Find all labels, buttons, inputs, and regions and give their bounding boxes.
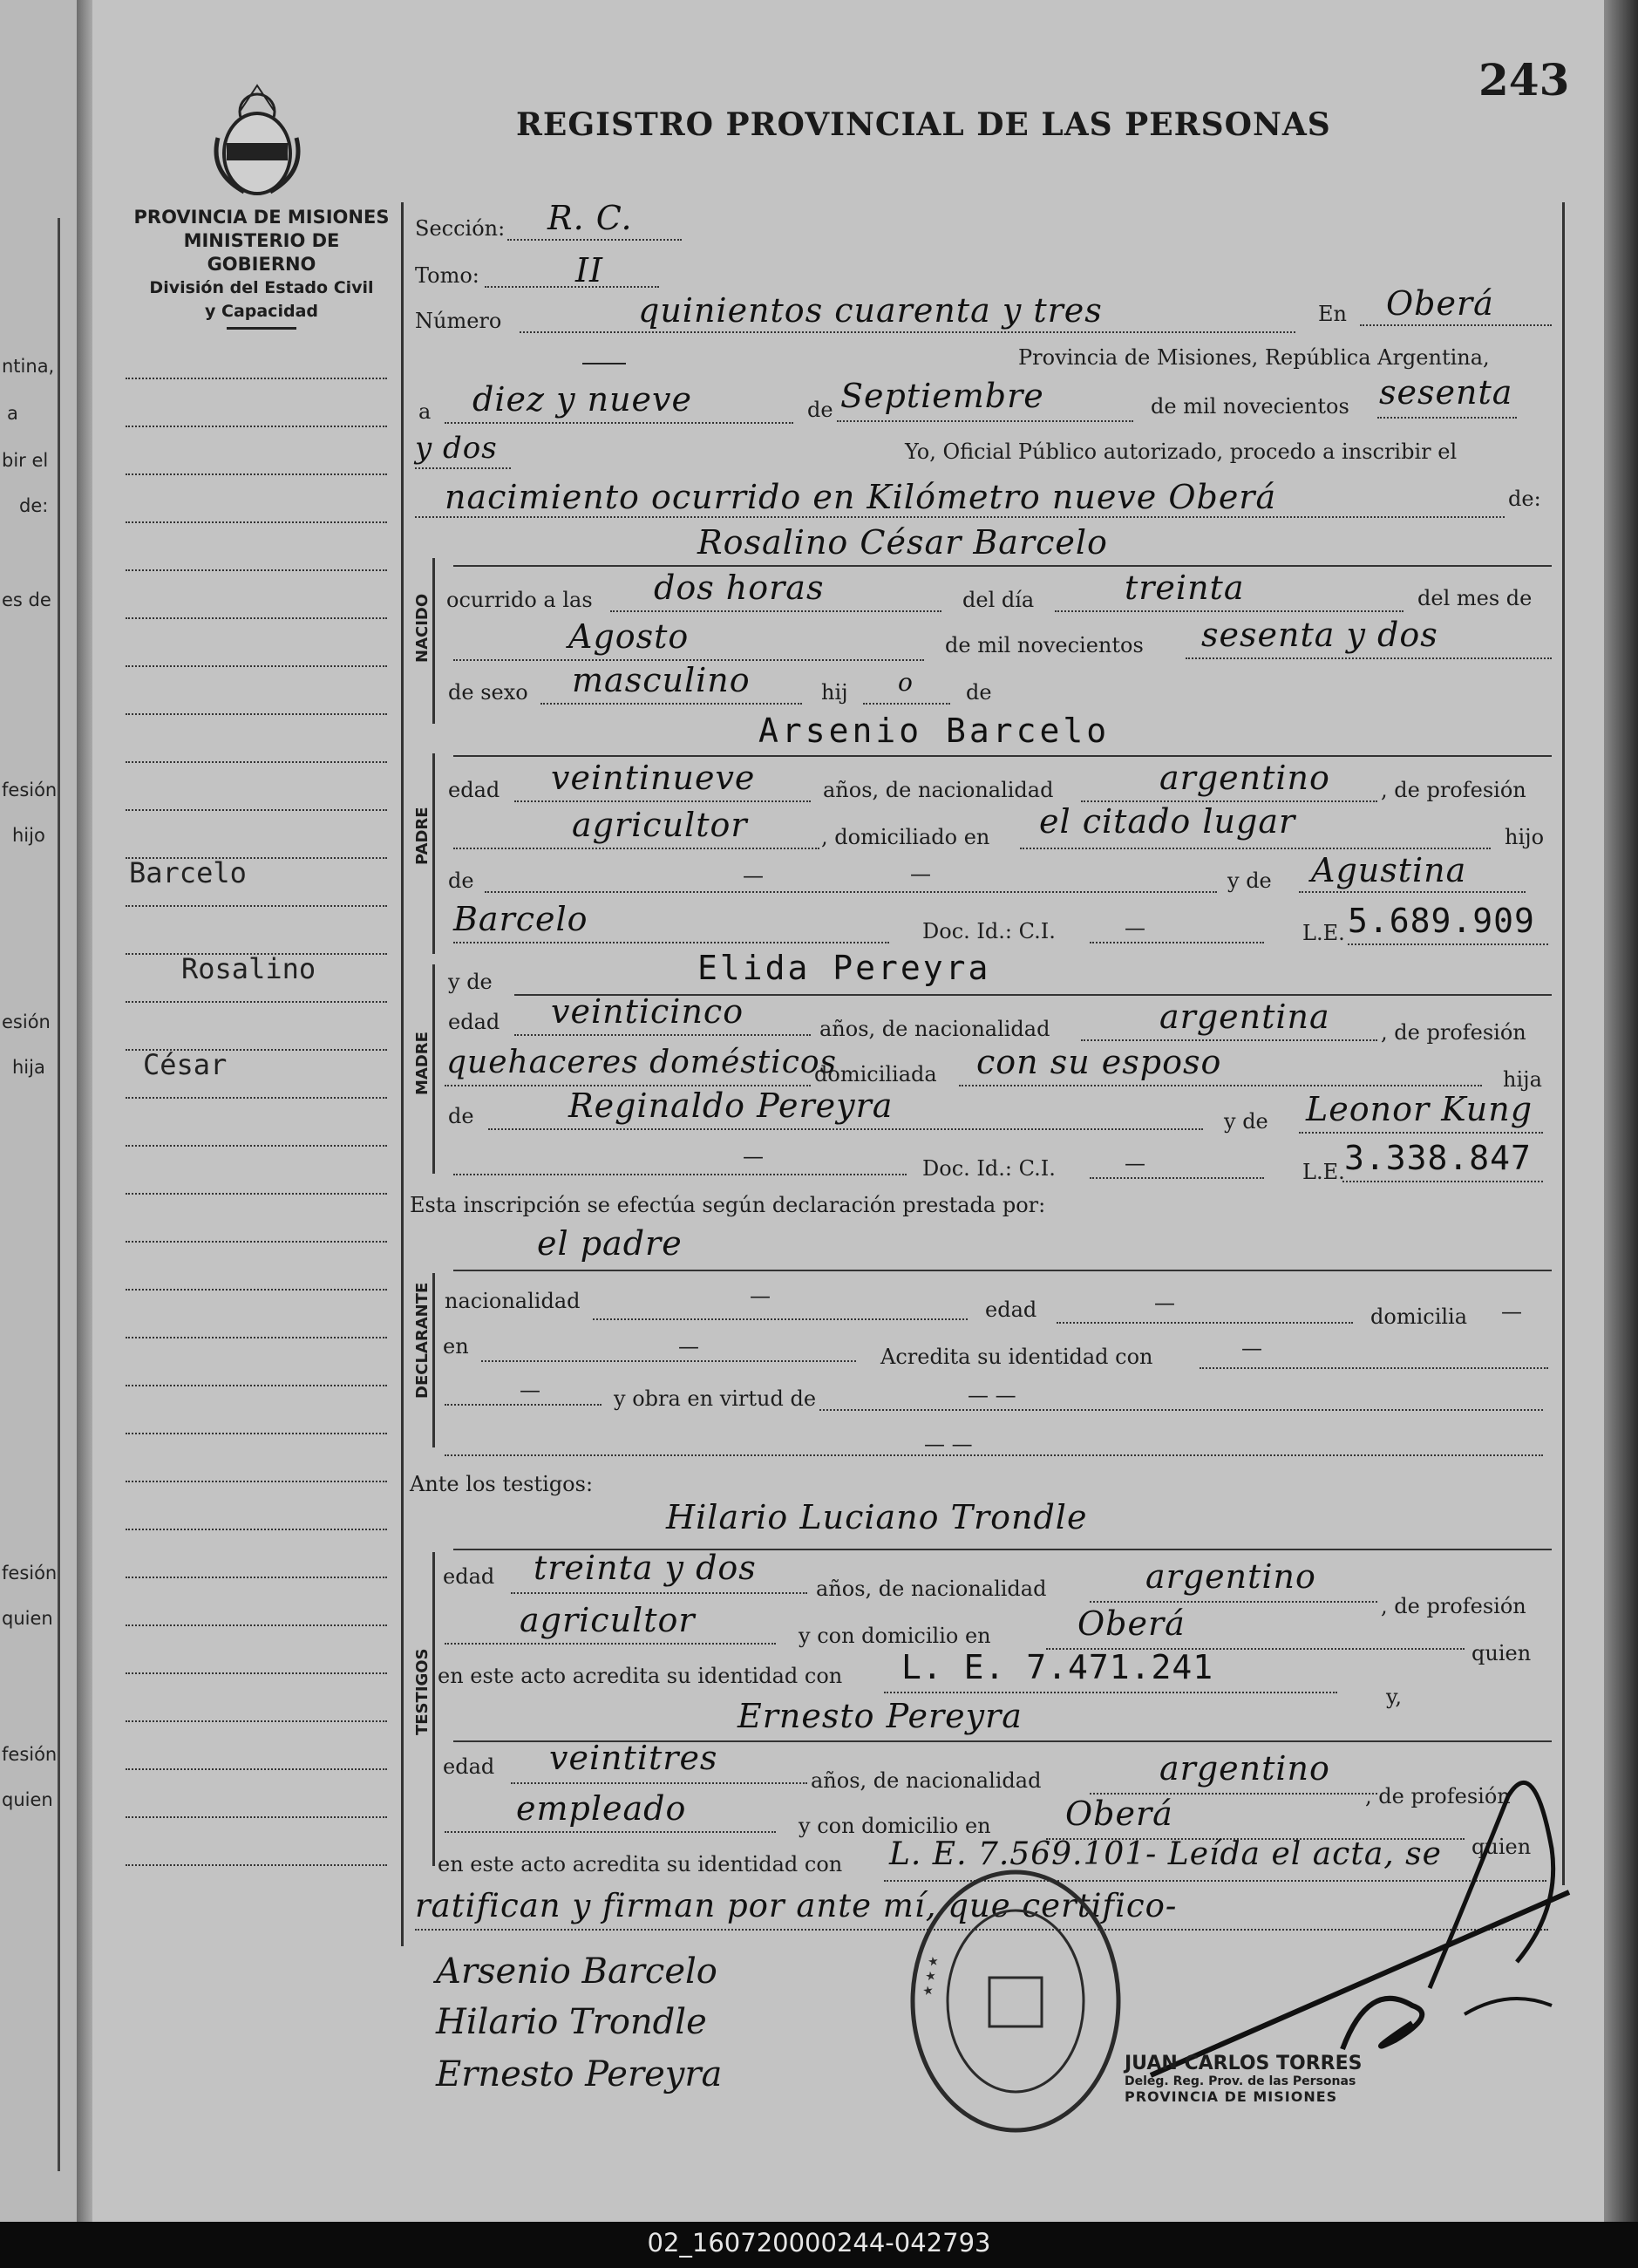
testigo1-acredita: L. E. 7.471.241 [901, 1648, 1214, 1686]
testigo2-profesion: empleado [516, 1789, 687, 1828]
margin-line [126, 809, 387, 811]
hora-value: dos horas [654, 569, 825, 607]
profesion-value: agricultor [572, 806, 748, 844]
nacionalidad-label: años, de nacionalidad [816, 1577, 1047, 1601]
section-rule [432, 1273, 435, 1447]
de-label: de [966, 680, 992, 705]
tomo-label: Tomo: [415, 263, 479, 288]
dia-value: diez y nueve [472, 380, 693, 419]
margin-line [126, 521, 387, 523]
del-mes-label: del mes de [1417, 586, 1533, 610]
section-label-declarante: DECLARANTE [413, 1282, 432, 1399]
field-line [1186, 657, 1552, 659]
field-line [445, 1454, 1543, 1456]
left-fragment: es de [2, 589, 51, 610]
margin-line [126, 1097, 387, 1099]
field-line [1377, 417, 1517, 419]
field-line [1200, 1367, 1548, 1369]
profesion-label: , de profesión [1365, 1784, 1511, 1808]
domicilio-label: y con domicilio en [799, 1624, 991, 1648]
ratifican-text: ratifican y firman por ante mí, que certifico- [415, 1887, 1178, 1924]
field-line [415, 467, 511, 469]
ministry-line: y Capacidad [205, 302, 318, 321]
sexo-label: de sexo [448, 680, 528, 705]
mil-label: de mil novecientos [1151, 394, 1349, 419]
declarante-nombre: el padre [537, 1224, 683, 1263]
field-line [884, 1692, 1337, 1693]
acredita-label: en este acto acredita su identidad con [438, 1852, 843, 1876]
profesion-label: , de profesión [1381, 778, 1526, 802]
testigo2-acredita: L. E. 7.569.101- Leída el acta, se [889, 1836, 1442, 1872]
left-fragment: quien [2, 1789, 53, 1810]
padre-nombre: Arsenio Barcelo [758, 712, 1111, 750]
field-line [415, 516, 1505, 518]
nacionalidad-label: nacionalidad [445, 1289, 581, 1313]
en-value: — [678, 1334, 699, 1359]
margin-line [126, 617, 387, 619]
hija-label: hija [1503, 1067, 1542, 1092]
margin-line [126, 1145, 387, 1147]
profesion-value: quehaceres domésticos [446, 1045, 838, 1080]
edad-label: edad [985, 1297, 1037, 1322]
officer-stamp [1125, 2053, 1421, 2105]
field-line [1360, 324, 1552, 326]
left-fragment: de: [19, 495, 49, 516]
seccion-value: R. C. [547, 199, 633, 237]
madre-de-apellido: Barcelo [453, 900, 588, 938]
margin-line [126, 905, 387, 907]
dash-mark [582, 363, 626, 364]
field-line [959, 1085, 1482, 1086]
acredita-label: en este acto acredita su identidad con [438, 1664, 843, 1688]
field-line [593, 1318, 968, 1320]
officer-signature-icon [1098, 1744, 1587, 2093]
field-line [1299, 891, 1526, 893]
nacionalidad-value: — [750, 1284, 771, 1308]
y-label: y, [1386, 1685, 1402, 1709]
tomo-value: II [575, 251, 604, 289]
edad-value: — [1154, 1291, 1175, 1315]
field-line [1020, 848, 1491, 849]
quien-label: quien [1471, 1835, 1532, 1859]
domicilio-label: y con domicilio en [799, 1814, 991, 1838]
left-page-rule [58, 218, 60, 2171]
padre-de-value-2: — [910, 862, 931, 886]
declarante-intro: Esta inscripción se efectúa según declaración prestada por: [410, 1193, 1046, 1217]
margin-line [126, 1001, 387, 1003]
edad-value: veintinueve [551, 759, 756, 797]
left-fragment: hijo [12, 825, 45, 846]
left-fragment: bir el [2, 450, 49, 471]
ci-value: — [1125, 1151, 1145, 1175]
ci-value: — [1125, 916, 1145, 940]
testigo1-nombre: Hilario Luciano Trondle [666, 1498, 1088, 1536]
signature-testigo2: Ernesto Pereyra [436, 2054, 723, 2094]
svg-text:★ ★ ★: ★ ★ ★ [921, 1955, 942, 1998]
section-rule [432, 753, 435, 954]
field-line [485, 891, 1217, 893]
field-line [485, 286, 659, 288]
oficial-label: Yo, Oficial Público autorizado, procedo a inscribir el [905, 439, 1458, 464]
margin-column [91, 0, 387, 2222]
y-de-label: y de [1227, 868, 1272, 893]
left-fragment: ntina, [2, 356, 55, 377]
edad-label: edad [443, 1564, 495, 1589]
margin-line [126, 1624, 387, 1626]
field-line [453, 942, 889, 943]
madre-de-value: Agustina [1311, 851, 1467, 889]
padre-de-value: — [743, 863, 764, 888]
field-line [511, 1782, 807, 1784]
left-fragment: quien [2, 1608, 53, 1629]
field-line [520, 331, 1295, 333]
margin-line [126, 1433, 387, 1434]
dash-mark: — [743, 1144, 764, 1168]
field-line [610, 610, 941, 612]
doc-label: Doc. Id.: C.I. [922, 1156, 1056, 1181]
field-line [445, 1404, 602, 1406]
edad-label: edad [448, 1010, 500, 1034]
testigo2-nombre: Ernesto Pereyra [737, 1697, 1023, 1735]
left-fragment: fesión [2, 780, 58, 800]
edad-label: edad [448, 778, 500, 802]
left-fragment: fesión [2, 1744, 58, 1765]
margin-line [126, 1864, 387, 1866]
testigo1-profesion: agricultor [520, 1601, 696, 1639]
section-rule [432, 964, 435, 1174]
left-fragment: hija [12, 1057, 45, 1078]
nacimiento-value: nacimiento ocurrido en Kilómetro nueve Oberá [445, 478, 1277, 516]
margin-line [126, 1193, 387, 1195]
section-rule [432, 1552, 435, 1866]
field-line [819, 1409, 1543, 1411]
divider [227, 327, 296, 330]
margin-line [126, 665, 387, 667]
nacionalidad-value: argentino [1159, 759, 1330, 797]
section-rule [432, 558, 435, 724]
name-rule [453, 565, 1552, 567]
de-label: de [448, 868, 474, 893]
name-rule [453, 1270, 1552, 1271]
margin-line [126, 473, 387, 475]
field-line [511, 1592, 807, 1594]
dia-value: treinta [1125, 569, 1245, 607]
margin-line [126, 1672, 387, 1674]
en-label: En [1318, 302, 1347, 326]
field-line [445, 422, 793, 424]
margin-name: Rosalino [181, 952, 316, 985]
margin-surname: Barcelo [129, 856, 247, 889]
anio-cont-value: y dos [415, 431, 498, 466]
frame-rule-left [401, 202, 404, 1946]
field-line [1348, 943, 1548, 945]
testigos-intro: Ante los testigos: [410, 1472, 594, 1496]
anio-value: sesenta y dos [1201, 616, 1438, 654]
nacionalidad-label: años, de nacionalidad [811, 1768, 1042, 1793]
margin-line [126, 1289, 387, 1291]
field-line [481, 1360, 856, 1362]
ministry-line: PROVINCIA DE MISIONES [133, 207, 390, 228]
y-de-label: y de [1224, 1109, 1268, 1134]
y-de-label: y de [448, 970, 493, 994]
margin-line [126, 1337, 387, 1338]
testigo2-domicilio: Oberá [1065, 1795, 1173, 1833]
margin-line [126, 426, 387, 427]
page-edge [1604, 0, 1638, 2222]
hij-suffix: o [898, 668, 914, 697]
left-fragment: fesión [2, 1563, 58, 1584]
field-line [1090, 1177, 1264, 1179]
profesion-label: , de profesión [1381, 1020, 1526, 1045]
section-label-madre: MADRE [413, 1032, 432, 1095]
stamp-name: JUAN CARLOS TORRES [1125, 2053, 1363, 2074]
margin-line [126, 761, 387, 763]
nacionalidad-label: años, de nacionalidad [823, 778, 1054, 802]
field-line [1342, 1181, 1543, 1182]
stamp-province: PROVINCIA DE MISIONES [1125, 2088, 1338, 2105]
madre-nombre: Elida Pereyra [697, 949, 991, 987]
obra-label: y obra en virtud de [614, 1386, 817, 1411]
quien-label: quien [1471, 1641, 1532, 1665]
field-line [514, 1034, 811, 1036]
mes-value: Septiembre [840, 377, 1044, 415]
doc-label: Doc. Id.: C.I. [922, 919, 1056, 943]
margin-line [126, 569, 387, 571]
ocurrido-label: ocurrido a las [446, 588, 593, 612]
stamp-role: Deleg. Reg. Prov. de las Personas [1125, 2074, 1356, 2088]
margin-line [126, 1720, 387, 1722]
obra-pre-value: — [520, 1378, 540, 1402]
margin-line [126, 378, 387, 379]
nacionalidad-value: argentina [1159, 998, 1330, 1036]
margin-line [126, 713, 387, 715]
del-dia-label: del día [962, 588, 1035, 612]
section-label-nacido: NACIDO [413, 593, 432, 663]
le-label: L.E. [1302, 921, 1345, 945]
field-line [507, 239, 682, 241]
madre-padre-de: Reginaldo Pereyra [568, 1086, 894, 1125]
signature-testigo1: Hilario Trondle [436, 2002, 707, 2042]
de-label: de [448, 1104, 474, 1128]
left-fragment: a [7, 403, 18, 424]
mes-value: Agosto [568, 617, 690, 656]
testigo1-nacionalidad: argentino [1145, 1557, 1316, 1596]
page-title: REGISTRO PROVINCIAL DE LAS PERSONAS [516, 106, 1331, 143]
file-id: 02_160720000244-042793 [647, 2228, 991, 2258]
anio-value: sesenta [1379, 373, 1513, 412]
edad-value: veinticinco [551, 992, 744, 1031]
section-label-testigos: TESTIGOS [413, 1648, 432, 1735]
nacido-nombre: Rosalino César Barcelo [697, 523, 1108, 562]
obra-cont-value: — — [924, 1432, 973, 1456]
margin-line [126, 1481, 387, 1482]
domicilia-label: domicilia [1370, 1304, 1468, 1329]
field-line [863, 703, 950, 705]
sexo-value: masculino [572, 661, 751, 699]
numero-value: quinientos cuarenta y tres [638, 291, 1103, 330]
ministry-block [131, 206, 392, 330]
field-line [1299, 1132, 1543, 1134]
ministry-line: MINISTERIO DE GOBIERNO [183, 230, 340, 275]
obra-value: — — [968, 1383, 1016, 1407]
margin-line [126, 1577, 387, 1578]
field-line [445, 1831, 776, 1833]
domicilia-value: — [1501, 1299, 1522, 1324]
nacionalidad-label: años, de nacionalidad [819, 1017, 1050, 1041]
margin-line [126, 1241, 387, 1243]
coat-of-arms-icon [209, 77, 305, 199]
le-value: 5.689.909 [1348, 902, 1535, 940]
de-label: de [807, 398, 833, 422]
field-line [514, 800, 811, 802]
testigo1-edad: treinta y dos [534, 1549, 757, 1587]
numero-label: Número [415, 309, 502, 333]
testigo2-nacionalidad: argentino [1159, 1749, 1330, 1788]
provincia-label: Provincia de Misiones, República Argentina, [1018, 345, 1490, 370]
edad-label: edad [443, 1754, 495, 1779]
en-label: en [443, 1334, 469, 1359]
ministry-line: División del Estado Civil [149, 278, 374, 297]
field-line [453, 848, 819, 849]
section-label-padre: PADRE [413, 807, 432, 865]
hijo-label: hijo [1505, 825, 1545, 849]
madre-madre-de: Leonor Kung [1306, 1090, 1533, 1128]
testigo1-domicilio: Oberá [1077, 1604, 1186, 1643]
margin-line [126, 1529, 387, 1530]
field-line [1057, 1322, 1353, 1324]
signature-padre: Arsenio Barcelo [436, 1951, 717, 1992]
left-page-content [0, 0, 87, 2222]
margin-line [126, 1385, 387, 1386]
field-line [453, 1174, 907, 1175]
official-seal-icon [907, 1866, 1125, 2136]
margin-line [126, 1816, 387, 1818]
a-label: a [418, 399, 432, 424]
en-value: Oberá [1386, 284, 1494, 323]
field-line [1090, 942, 1264, 943]
page-number: 243 [1478, 54, 1570, 106]
seccion-label: Sección: [415, 216, 506, 241]
acredita-label: Acredita su identidad con [880, 1345, 1153, 1369]
left-fragment: esión [2, 1011, 51, 1032]
testigo2-edad: veintitres [549, 1739, 718, 1777]
le-label: L.E. [1302, 1160, 1345, 1184]
frame-rule-right [1562, 202, 1565, 1885]
margin-line [126, 1768, 387, 1770]
field-line [1055, 610, 1404, 612]
hij-label: hij [821, 680, 848, 705]
le-value: 3.338.847 [1344, 1139, 1532, 1177]
field-line [445, 1643, 776, 1645]
domicilio-label: , domiciliado en [821, 825, 990, 849]
acredita-value: — [1241, 1336, 1262, 1360]
domicilio-value: con su esposo [976, 1043, 1222, 1081]
field-line [488, 1128, 1203, 1130]
field-line [540, 703, 802, 705]
domicilio-value: el citado lugar [1039, 802, 1296, 841]
profesion-label: , de profesión [1381, 1594, 1526, 1618]
de-colon-label: de: [1508, 487, 1541, 511]
field-line [1090, 1601, 1377, 1603]
margin-middle-name: César [143, 1048, 228, 1081]
name-rule [453, 755, 1552, 757]
mil-label: de mil novecientos [945, 633, 1144, 657]
field-line [837, 420, 1133, 422]
domicilio-label: domiciliada [814, 1062, 937, 1086]
field-line [1081, 1039, 1377, 1041]
